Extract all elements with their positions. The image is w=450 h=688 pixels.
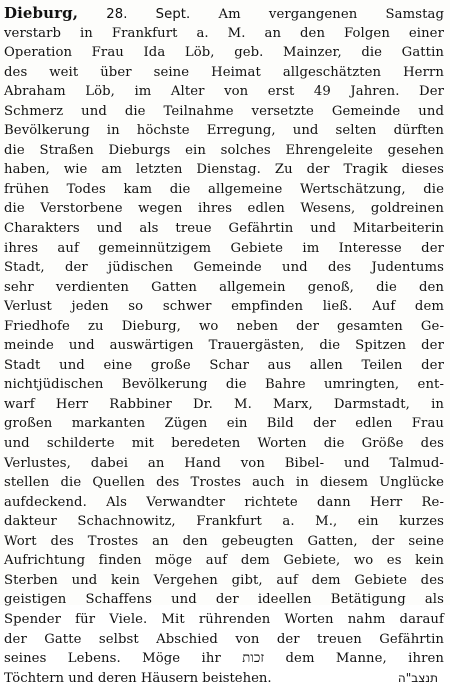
article-line: Stadt, der jüdischen Gemeinde und des Judentums — [4, 260, 444, 276]
article-closing-row — [4, 669, 444, 688]
article-line: stellen die Quellen des Trostes auch in diesem Unglücke — [4, 475, 444, 491]
article-line: verstarb in Frankfurt a. M. an den Folgen einer — [4, 25, 444, 41]
article-line: ihres auf gemeinnützigem Gebiete im Interesse der — [4, 240, 444, 256]
article-line: frühen Todes kam die allgemeine Wertschätzung, die — [4, 181, 444, 197]
article-line: aufdeckend. Als Verwandter richtete dann Herr Re- — [4, 494, 444, 510]
article-line: seines Lebens. Möge ihr זכות dem Manne, ihren — [4, 651, 444, 667]
article-line: Am vergangenen Samstag — [218, 7, 444, 22]
article-line: warf Herr Rabbiner Dr. M. Marx, Darmstadt, in — [4, 396, 444, 412]
article-line: Verlustes, dabei an Hand von Bibel- und Talmud- — [4, 455, 444, 471]
article-line: und schilderte mit beredeten Worten die Größe des — [4, 436, 444, 452]
article-line: Abraham Löb, im Alter von erst 49 Jahren. Der — [4, 84, 444, 100]
article-line: die Verstorbene wegen ihres edlen Wesens, goldreinen — [4, 201, 444, 217]
article-first-line — [4, 4, 444, 24]
article-line: Schmerz und die Teilnahme versetzte Gemeinde und — [4, 103, 444, 119]
obituary-article — [4, 4, 444, 688]
article-line: des weit über seine Heimat allgeschätzten Herrn — [4, 64, 444, 80]
article-line: Bevölkerung in höchste Erregung, und selten dürften — [4, 123, 444, 139]
closing-hebrew-abbreviation: תנצב"ה — [397, 670, 438, 685]
article-line: Aufrichtung finden möge auf dem Gebiete, wo es kein — [4, 553, 444, 569]
article-line: nichtjüdischen Bevölkerung die Bahre umringten, ent- — [4, 377, 444, 393]
article-line: geistigen Schaffens und der ideellen Betätigung als — [4, 592, 444, 608]
article-line: meinde und auswärtigen Trauergästen, die Spitzen der — [4, 338, 444, 354]
article-line: Wort des Trostes an den gebeugten Gatten, der seine — [4, 533, 444, 549]
article-line: großen markanten Zügen ein Bild der edlen Frau — [4, 416, 444, 432]
article-line: der Gatte selbst Abschied von der treuen Gefährtin — [4, 631, 444, 647]
article-line: Verlust jeden so schwer empfinden ließ. Auf dem — [4, 299, 444, 315]
article-line: Operation Frau Ida Löb, geb. Mainzer, die Gattin — [4, 45, 444, 61]
article-line: sehr verdienten Gatten allgemein genoß, die den — [4, 279, 444, 295]
article-date: 28. Sept. — [106, 7, 191, 22]
article-line: Sterben und kein Vergehen gibt, auf dem Gebiete des — [4, 572, 444, 588]
article-line: Charakters und als treue Gefährtin und Mitarbeiterin — [4, 221, 444, 237]
article-line: Spender für Viele. Mit rührenden Worten nahm darauf — [4, 611, 444, 627]
article-line: Töchtern und deren Häusern beistehen. — [4, 670, 272, 686]
article-line: die Straßen Dieburgs ein solches Ehrengeleite gesehen — [4, 142, 444, 158]
article-line: haben, wie am letzten Dienstag. Zu der Tragik dieses — [4, 162, 444, 178]
article-place: Dieburg, — [4, 4, 79, 22]
article-line: dakteur Schachnowitz, Frankfurt a. M., ein kurzes — [4, 514, 444, 530]
article-line: Stadt und eine große Schar aus allen Teilen der — [4, 357, 444, 373]
article-line: Friedhofe zu Dieburg, wo neben der gesamten Ge- — [4, 318, 444, 334]
